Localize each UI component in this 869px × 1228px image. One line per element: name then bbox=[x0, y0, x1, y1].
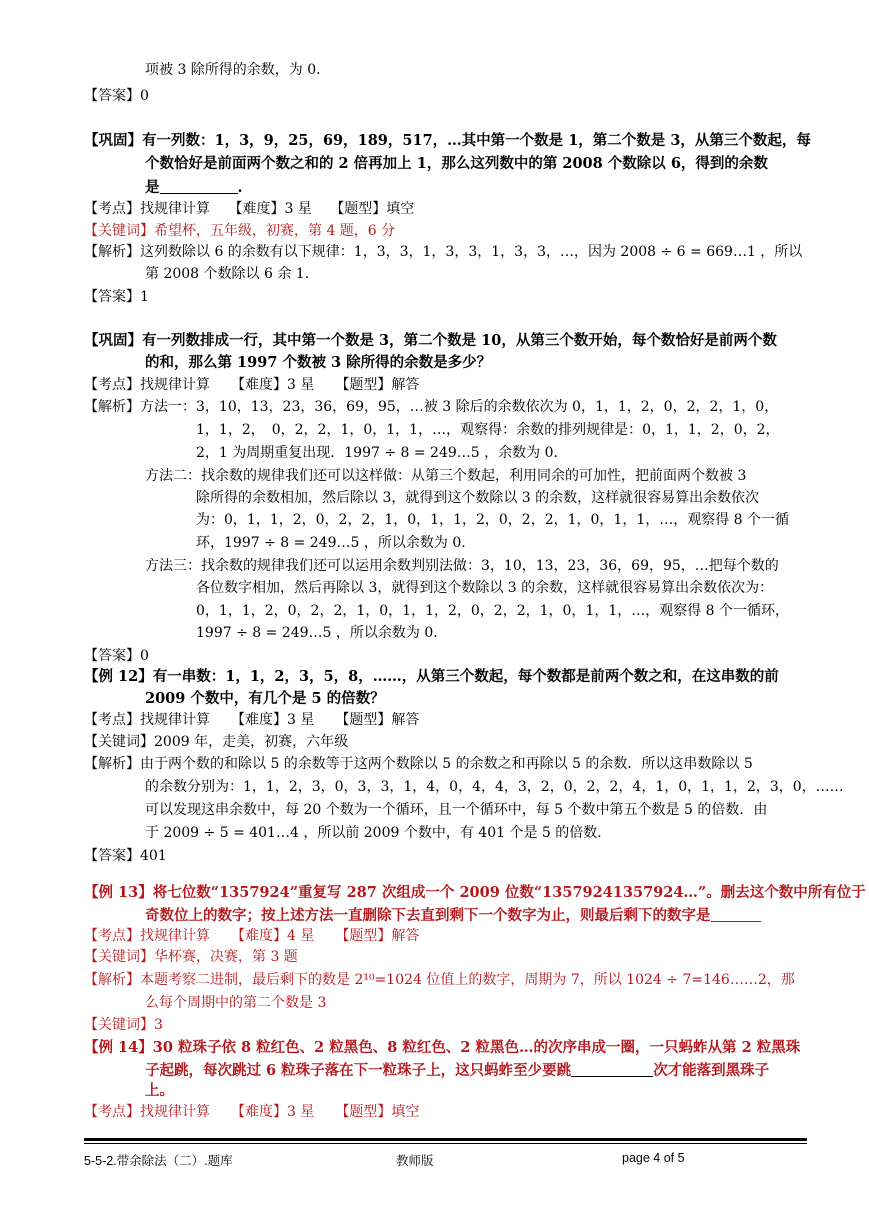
analysis-line: 0，1，1，2，0，2，2，1，0，1，1，2，0，2，2，1，0，1，1，…，观察得 8 个一循环， bbox=[196, 603, 790, 619]
analysis-line: 么每个周期中的第二个数是 3 bbox=[145, 995, 327, 1011]
analysis-line: 除所得的余数相加，然后除以 3，就得到这个数除以 3 的余数，这样就很容易算出余数依次 bbox=[196, 490, 760, 506]
analysis-line: 1997 ÷ 8 = 249…5 ，所以余数为 0. bbox=[196, 625, 438, 641]
answer-line: 【答案】0 bbox=[84, 88, 149, 104]
footer-left: 5-5-2.带余除法（二）.题库 bbox=[84, 1154, 233, 1168]
analysis-line: 于 2009 ÷ 5 = 401…4 ，所以前 2009 个数中，有 401 个是 5 的倍数． bbox=[145, 825, 612, 841]
keyword-line: 【关键词】2009 年，走美，初赛，六年级 bbox=[84, 734, 349, 750]
analysis-line: 可以发现这串余数中，每 20 个数为一个循环，且一个循环中，每 5 个数中第五个数是 5 的倍数．由 bbox=[145, 802, 768, 818]
question-line: 【巩固】有一列数排成一行，其中第一个数是 3，第二个数是 10，从第三个数开始，每个数恰好是前两个数 bbox=[84, 332, 777, 349]
footer-page-number: page 4 of 5 bbox=[622, 1151, 685, 1165]
meta-line: 【考点】找规律计算 【难度】3 星 【题型】填空 bbox=[84, 1104, 420, 1120]
analysis-line: 为：0，1，1，2，0，2，2，1，0，1，1，2，0，2，2，1，0，1，1，…，观察得 8 个一循 bbox=[196, 512, 790, 528]
answer-blank bbox=[571, 1062, 653, 1077]
analysis-line: 【解析】本题考察二进制，最后剩下的数是 2¹⁰=1024 位值上的数字，周期为 7，所以 1024 ÷ 7=146……2，那 bbox=[84, 972, 795, 988]
question-line: 个数恰好是前面两个数之和的 2 倍再加上 1，那么这列数中的第 2008 个数除以 6，得到的余数 bbox=[145, 155, 768, 172]
analysis-line: 1，1，2， 0，2，2，1，0，1，1，…，观察得：余数的排列规律是：0，1，1，2，0，2， bbox=[196, 422, 780, 438]
keyword-line: 【关键词】希望杯，五年级，初赛，第 4 题，6 分 bbox=[84, 223, 396, 239]
footer-rule bbox=[84, 1138, 807, 1141]
question-line: 的和，那么第 1997 个数被 3 除所得的余数是多少？ bbox=[145, 354, 492, 371]
meta-line: 【考点】找规律计算 【难度】3 星 【题型】解答 bbox=[84, 712, 420, 728]
analysis-line: 【解析】方法一：3，10，13，23，36，69，95，…被 3 除后的余数依次为 0，1，1，2，0，2，2，1，0， bbox=[84, 399, 779, 415]
question-text: 是 bbox=[145, 179, 160, 196]
analysis-line: 第 2008 个数除以 6 余 1. bbox=[145, 266, 310, 282]
question-line: 【巩固】有一列数：1，3，9，25，69，189，517，…其中第一个数是 1，第二个数是 3，从第三个数起，每 bbox=[84, 132, 811, 149]
analysis-line: 的余数分别为：1，1，2，3，0，3，3，1，4，0，4，4，3，2，0，2，2，4，1，0，1，1，2，3，0，…… bbox=[145, 779, 844, 795]
analysis-line: 【解析】这列数除以 6 的余数有以下规律：1，3，3，1，3，3，1，3，3，…，因为 2008 ÷ 6 = 669…1 ，所以 bbox=[84, 244, 803, 260]
answer-line: 【答案】401 bbox=[84, 848, 167, 864]
analysis-line: 方法二：找余数的规律我们还可以这样做：从第三个数起，利用同余的可加性，把前面两个数被 3 bbox=[145, 468, 747, 484]
analysis-line: 2，1 为周期重复出现．1997 ÷ 8 = 249…5 ，余数为 0． bbox=[196, 445, 568, 461]
analysis-line: 方法三：找余数的规律我们还可以运用余数判别法做：3，10，13，23，36，69，95，…把每个数的 bbox=[145, 558, 779, 574]
answer-blank bbox=[160, 179, 238, 194]
question-line bbox=[145, 179, 243, 196]
question-text: 奇数位上的数字；按上述方法一直删除下去直到剩下一个数字为止，则最后剩下的数字是 bbox=[145, 907, 711, 924]
analysis-line: 环，1997 ÷ 8 = 249…5 ，所以余数为 0. bbox=[196, 535, 466, 551]
keyword-line: 【关键词】3 bbox=[84, 1017, 163, 1033]
question-line: 【例 12】有一串数：1，1，2，3，5，8，……，从第三个数起，每个数都是前两个数之和，在这串数的前 bbox=[84, 668, 779, 685]
meta-line: 【考点】找规律计算 【难度】3 星 【题型】解答 bbox=[84, 377, 420, 393]
analysis-line: 各位数字相加，然后再除以 3，就得到这个数除以 3 的余数，这样就很容易算出余数依次为： bbox=[196, 580, 774, 596]
question-line: 【例 14】30 粒珠子依 8 粒红色、2 粒黑色、8 粒红色、2 粒黑色…的次序串成一圈，一只蚂蚱从第 2 粒黑珠 bbox=[84, 1039, 801, 1056]
question-line bbox=[145, 1062, 769, 1079]
answer-line: 【答案】1 bbox=[84, 289, 149, 305]
question-text: . bbox=[237, 179, 243, 196]
question-line: 上。 bbox=[145, 1082, 174, 1099]
footer-center: 教师版 bbox=[396, 1154, 434, 1168]
question-text: 子起跳，每次跳过 6 粒珠子落在下一粒珠子上，这只蚂蚱至少要跳 bbox=[145, 1062, 572, 1079]
question-line: 【例 13】将七位数“1357924”重复写 287 次组成一个 2009 位数“13579241357924…”。删去这个数中所有位于 bbox=[84, 884, 866, 901]
analysis-line: 【解析】由于两个数的和除以 5 的余数等于这两个数除以 5 的余数之和再除以 5 的余数．所以这串数除以 5 bbox=[84, 756, 753, 772]
question-text: 次才能落到黑珠子 bbox=[653, 1062, 770, 1079]
keyword-line: 【关键词】华杯赛，决赛，第 3 题 bbox=[84, 949, 298, 965]
answer-line: 【答案】0 bbox=[84, 648, 149, 664]
meta-line: 【考点】找规律计算 【难度】4 星 【题型】解答 bbox=[84, 928, 420, 944]
meta-line: 【考点】找规律计算 【难度】3 星 【题型】填空 bbox=[84, 201, 415, 217]
question-line: 2009 个数中，有几个是 5 的倍数？ bbox=[145, 690, 385, 707]
answer-blank bbox=[711, 907, 761, 922]
question-line bbox=[145, 907, 761, 924]
text-line: 项被 3 除所得的余数，为 0. bbox=[145, 62, 321, 78]
footer-rule bbox=[84, 1143, 807, 1144]
